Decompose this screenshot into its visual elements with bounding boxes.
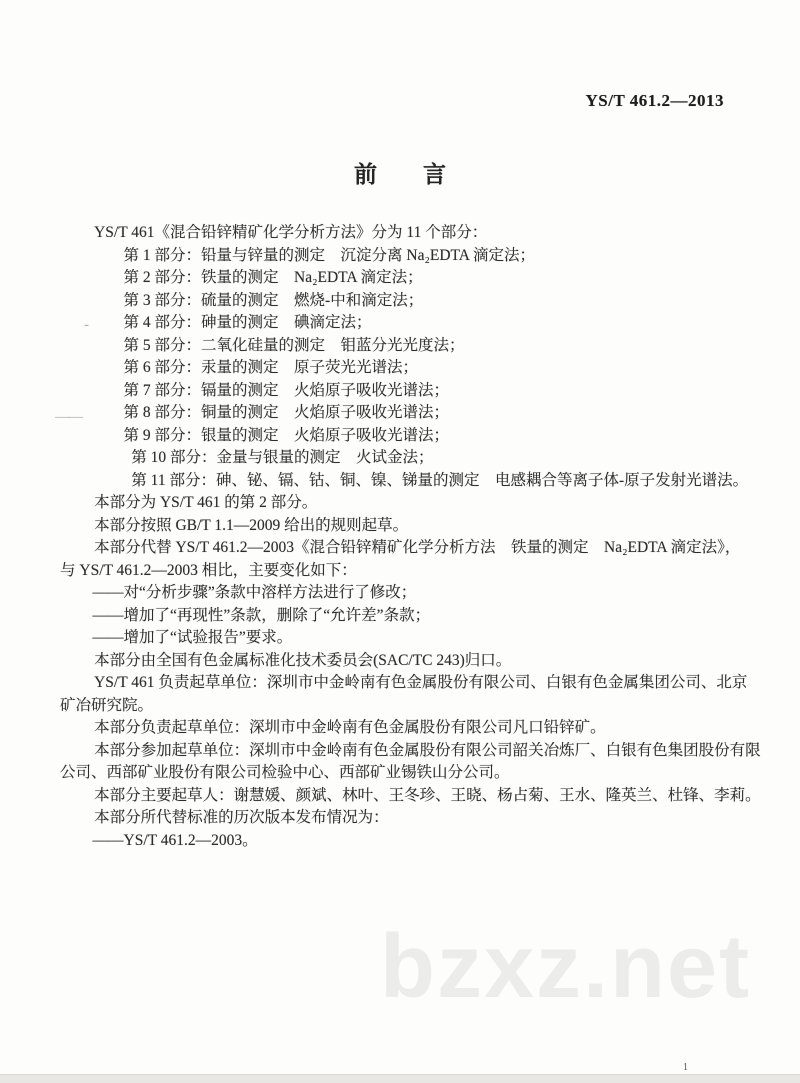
standard-number-header: YS/T 461.2—2013: [585, 91, 724, 110]
text-line: 第 2 部分：铁量的测定 Na₂EDTA 滴定法；: [123, 269, 423, 286]
text-line: 第 8 部分：铜量的测定 火焰原子吸收光谱法；: [123, 404, 450, 421]
site-watermark: bzxz.net: [380, 917, 752, 1017]
text-line: 第 7 部分：镉量的测定 火焰原子吸收光谱法；: [123, 381, 450, 399]
text-line: 本部分参加起草单位：深圳市中金岭南有色金属股份有限公司韶关冶炼厂、白银有色集团股份有限: [94, 741, 761, 759]
text-line: ——增加了“再现性”条款，删除了“允许差”条款；: [92, 606, 431, 624]
scan-edge-strip: [0, 1074, 800, 1083]
text-line: 公司、西部矿业股份有限公司检验中心、西部矿业锡铁山分公司。: [60, 764, 510, 781]
text-line: 第 1 部分：铅量与锌量的测定 沉淀分离 Na₂EDTA 滴定法；: [123, 246, 536, 264]
text-line: 本部分由全国有色金属标准化技术委员会(SAC/TC 243)归口。: [94, 651, 512, 669]
text-line: 本部分负责起草单位：深圳市中金岭南有色金属股份有限公司凡口铅锌矿。: [94, 719, 606, 736]
text-line: 第 11 部分：砷、铋、镉、钴、铜、镍、锑量的测定 电感耦合等离子体-原子发射光谱法。: [131, 471, 749, 489]
text-line: ——对“分析步骤”条款中溶样方法进行了修改；: [92, 584, 417, 601]
text-line: 本部分所代替标准的历次版本发布情况为：: [94, 809, 389, 826]
page-number: 1: [683, 1062, 688, 1073]
text-line: ——YS/T 461.2—2003。: [92, 831, 258, 849]
text-line: 与 YS/T 461.2—2003 相比，主要变化如下：: [60, 561, 357, 579]
foreword-body: [60, 222, 760, 852]
text-line: 第 9 部分：银量的测定 火焰原子吸收光谱法；: [123, 426, 450, 444]
text-line: 本部分代替 YS/T 461.2—2003《混合铅锌精矿化学分析方法 铁量的测定 Na₂EDTA 滴定法》，: [94, 539, 741, 556]
page-title: 前 言: [354, 162, 446, 187]
text-line: 第 6 部分：汞量的测定 原子荧光光谱法；: [123, 359, 419, 376]
scan-artifact-dash: ——: [55, 409, 81, 425]
text-line: 第 10 部分：金量与银量的测定 火试金法；: [131, 449, 434, 466]
text-line: 本部分为 YS/T 461 的第 2 部分。: [94, 494, 318, 511]
text-line: ——增加了“试验报告”要求。: [92, 629, 293, 646]
text-line: 本部分主要起草人：谢慧媛、颜斌、林叶、王冬珍、王晓、杨占菊、王水、隆英兰、杜锋、李莉。: [94, 786, 761, 804]
text-line: YS/T 461 负责起草单位：深圳市中金岭南有色金属股份有限公司、白银有色金属集团公司、北京: [94, 674, 748, 691]
text-line: 本部分按照 GB/T 1.1—2009 给出的规则起草。: [94, 516, 409, 534]
text-line: 第 4 部分：砷量的测定 碘滴定法；: [123, 314, 372, 331]
text-line: 第 5 部分：二氧化硅量的测定 钼蓝分光光度法；: [123, 336, 465, 354]
text-line: YS/T 461《混合铅锌精矿化学分析方法》分为 11 个部分：: [94, 224, 488, 241]
text-line: 矿冶研究院。: [60, 696, 154, 714]
scan-artifact-dash: -: [84, 317, 89, 333]
text-line: 第 3 部分：硫量的测定 燃烧-中和滴定法；: [123, 291, 424, 309]
